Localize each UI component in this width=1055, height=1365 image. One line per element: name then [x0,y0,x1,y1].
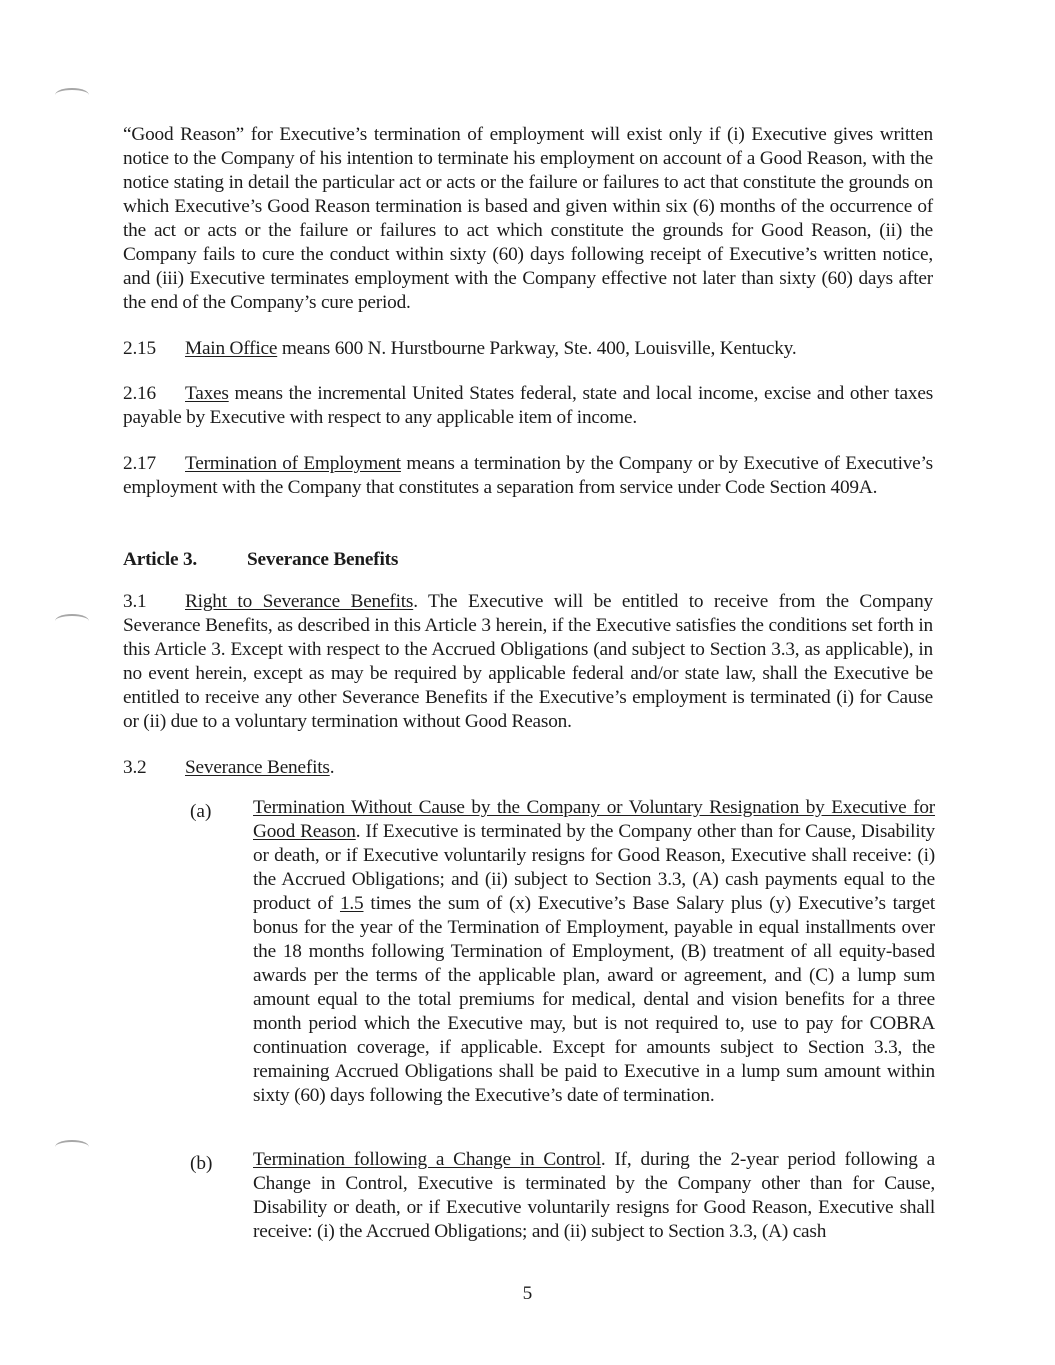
subsection-text-continued: times the sum of (x) Executive’s Base Salary plus (y) Executive’s target bonus for the year of the Termination of Employment, payable in equal installments over the 18 months following Termination of Employment, (B) treatment of all equity-based awards per the terms of the applicable plan, award or agreement, and (C) a lump sum amount equal to the total premiums for medical, dental and vision benefits for a three month period which the Executive may, but is not required to, use to pay for COBRA continuation coverage, if applicable. Except for amounts subject to Section 3.3, the remaining Accrued Obligations shall be paid to Executive in a lump sum amount within sixty (60) days following the Executive’s date of termination. [253,893,935,1106]
subsection-text: . If, during the 2-year period following a Change in Control, Executive is terminated by the Company other than for Cause, Disability or death, or if Executive voluntarily resigns for Good Reason, Executive shall receive: (i) the Accrued Obligations; and (ii) subject to Section 3.3, (A) cash [253,1149,935,1242]
hole-punch-mark [55,1140,89,1154]
section-2-15 [123,337,933,361]
severance-multiplier: 1.5 [339,893,364,914]
section-heading: Right to Severance Benefits [185,591,414,612]
defined-term: Termination of Employment [185,453,401,474]
subsection-a [253,796,935,1108]
subsection-text: . If Executive is terminated by the Company other than for Cause, Disability or death, or if Executive voluntarily resigns for Good Reason, Executive shall receive: (i) the Accrued Obligations; and (ii) subject to Section 3.3, (A) cash payments equal to the product of [253,821,935,914]
article-title: Severance Benefits [247,549,399,570]
section-text: . The Executive will be entitled to receive from the Company Severance Benefits, as described in this Article 3 herein, if the Executive satisfies the conditions set forth in this Article 3. Except with respect to the Accrued Obligations (and subject to Section 3.3, as applicable), in no event herein, except as may be required by applicable federal and/or state law, shall the Executive be entitled to receive any other Severance Benefits if the Executive’s employment is terminated (i) for Cause or (ii) due to a voluntary termination without Good Reason. [123,591,933,732]
subsection-heading: Termination following a Change in Control [253,1149,601,1170]
good-reason-paragraph: “Good Reason” for Executive’s termination of employment will exist only if (i) Executive gives written notice to the Company of his intention to terminate his employment on account of a Good Reason, with the notice stating in detail the particular act or acts or the failure or failures to act that constitute the grounds on which Executive’s Good Reason termination is based and given within six (6) months of the occurrence of the act or acts or the failure or failures to act which constitute the grounds for Good Reason, (ii) the Company fails to cure the conduct within sixty (60) days following receipt of Executive’s written notice, and (iii) Executive terminates employment with the Company effective not later than sixty (60) days after the end of the Company’s cure period. [123,124,933,313]
hole-punch-mark [55,614,89,628]
subsection-b [253,1148,935,1244]
subsection-label: (a) [190,801,212,822]
subsection-heading: Termination Without Cause by the Company or Voluntary Resignation by Executive for Good Reason [253,797,935,842]
section-3-2-heading [123,756,933,780]
section-text: means 600 N. Hurstbourne Parkway, Ste. 400, Louisville, Kentucky. [277,338,797,359]
section-2-16 [123,382,933,430]
section-text: means a termination by the Company or by Executive of Executive’s employment with the Company that constitutes a separation from service under Code Section 409A. [123,453,933,498]
section-heading: Severance Benefits [185,757,330,778]
section-2-17 [123,452,933,500]
defined-term: Taxes [185,383,229,404]
article-label: Article 3. [123,549,198,570]
section-number: 2.15 [123,338,156,359]
section-number: 2.17 [123,453,156,474]
section-text: means the incremental United States federal, state and local income, excise and other taxes payable by Executive with respect to any applicable item of income. [123,383,933,428]
section-3-1 [123,590,933,734]
hole-punch-mark [55,88,89,102]
section-number: 2.16 [123,383,156,404]
section-heading-suffix: . [329,757,335,778]
article-heading [123,548,933,572]
defined-term: Main Office [185,338,278,359]
page-number: 5 [522,1283,533,1304]
section-number: 3.2 [123,757,147,778]
section-number: 3.1 [123,591,147,612]
subsection-label: (b) [190,1153,213,1174]
